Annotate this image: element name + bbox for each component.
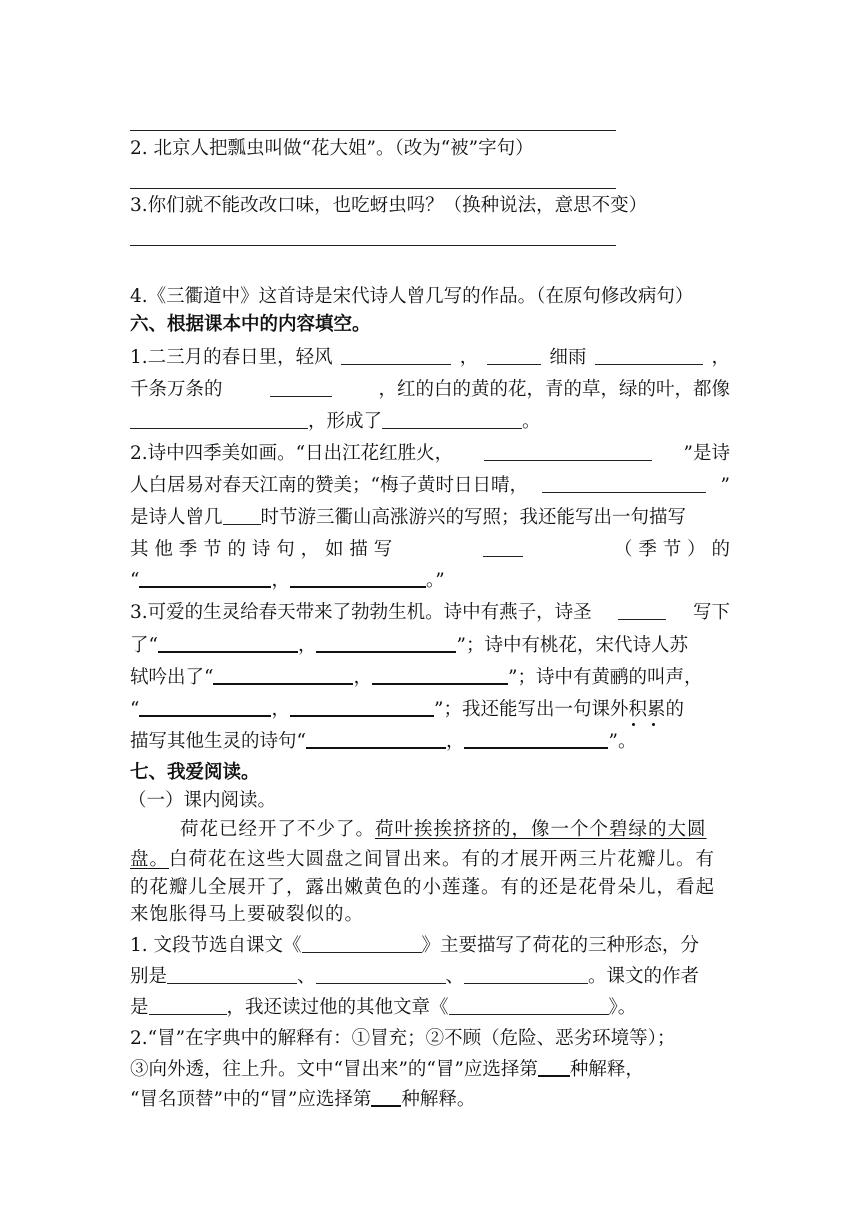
blank[interactable] [464,729,608,749]
question-5-2: 2. 北京人把瓢虫叫做“花大姐”。（改为“被”字句） [130,138,534,159]
blank[interactable] [306,729,446,749]
blank[interactable] [484,442,652,461]
blank[interactable] [487,346,541,365]
passage-line-2: 盘。白荷花在这些大圆盘之间冒出来。有的才展开两三片花瓣儿。有 [130,849,716,870]
question-7-2-line1: 2.“冒”在字典中的解释有：①冒充；②不顾（危险、恶劣环境等）； [130,1028,676,1049]
section-7-subheading: （一）课内阅读。 [128,790,277,811]
blank[interactable] [139,568,271,588]
question-6-3-line2: 了“ ， ”；诗中有桃花，宋代诗人苏 [130,635,688,656]
passage-line-3: 的花瓣儿全展开了，露出嫩黄色的小莲蓬。有的还是花骨朵儿，看起 [130,877,716,898]
question-7-2-line2: ③向外透，往上升。文中“冒出来”的“冒”应选择第 种解释， [130,1059,644,1080]
question-5-3: 3.你们就不能改改口味，也吃蚜虫吗？（换种说法，意思不变） [130,195,648,216]
question-6-2-line5: “ ， 。” [130,570,445,591]
question-7-1-line1: 1. 文段节选自课文《 》主要描写了荷花的三种形态，分 [130,935,700,956]
question-6-2-line1: 2.诗中四季美如画。“日出江花红胜火， ”是诗 [130,443,730,464]
blank[interactable] [213,665,353,685]
question-6-2-line3: 是诗人曾几 时节游三衢山高涨游兴的写照；我还能写出一句描写 [130,507,687,528]
blank[interactable] [316,965,446,984]
blank[interactable] [290,568,426,588]
blank[interactable] [223,506,261,525]
answer-line[interactable] [130,130,616,131]
question-6-1-line3: ，形成了 。 [130,410,730,434]
question-6-3-line1: 3.可爱的生灵给春天带来了勃勃生机。诗中有燕子，诗圣 写下 [130,602,730,623]
blank[interactable] [270,378,332,397]
question-6-1-line2: 千条万条的 ，红的白的黄的花，青的草，绿的叶，都像 [130,379,730,400]
blank[interactable] [483,538,523,557]
blank[interactable] [316,633,456,653]
section-7-heading: 七、我爱阅读。 [130,762,260,783]
blank[interactable] [158,633,298,653]
question-6-2-line4: 其 他 季 节 的 诗 句 ， 如 描 写 （ 季 节 ） 的 [130,539,730,560]
emphasis-dot [652,723,655,726]
question-6-3-line4: “ ， ”；我还能写出一句课外积累的 [130,699,684,720]
question-6-3-line5: 描写其他生灵的诗句“ ， ”。 [130,731,637,752]
blank[interactable] [449,996,609,1015]
blank[interactable] [341,346,451,365]
answer-line[interactable] [130,245,616,246]
blank[interactable] [167,965,297,984]
blank[interactable] [371,1087,401,1107]
blank[interactable] [618,601,666,620]
blank[interactable] [372,665,508,685]
blank[interactable] [139,697,271,717]
blank[interactable] [130,410,308,429]
blank[interactable] [595,346,703,365]
passage-line-4: 来饱胀得马上要破裂似的。 [130,904,365,925]
blank[interactable] [542,474,706,493]
blank[interactable] [464,965,588,984]
blank[interactable] [538,1057,570,1077]
question-6-1-line1: 1.二三月的春日里，轻风 ， 细雨 ， [130,347,730,368]
section-6-heading: 六、根据课本中的内容填空。 [130,314,371,335]
passage-line-1: 荷花已经开了不少了。荷叶挨挨挤挤的，像一个个碧绿的大圆 [180,819,707,840]
blank[interactable] [290,697,434,717]
blank[interactable] [382,410,522,429]
question-6-2-line2: 人白居易对春天江南的赞美；“梅子黄时日日晴， ” [130,475,730,496]
answer-line[interactable] [130,188,616,189]
question-5-4: 4.《三衢道中》这首诗是宋代诗人曾几写的作品。（在原句修改病句） [130,286,694,307]
blank[interactable] [302,934,422,953]
question-7-2-line3: “冒名顶替”中的“冒”应选择第 种解释。 [130,1089,476,1110]
question-6-3-line3: 轼吟出了“ ， ”；诗中有黄鹂的叫声， [130,667,703,688]
blank[interactable] [149,996,227,1015]
question-7-1-line3: 是 ，我还读过他的其他文章《 》。 [130,997,637,1018]
emphasis-dot [632,723,635,726]
question-7-1-line2: 别是 、 、 。课文的作者 [130,966,700,987]
